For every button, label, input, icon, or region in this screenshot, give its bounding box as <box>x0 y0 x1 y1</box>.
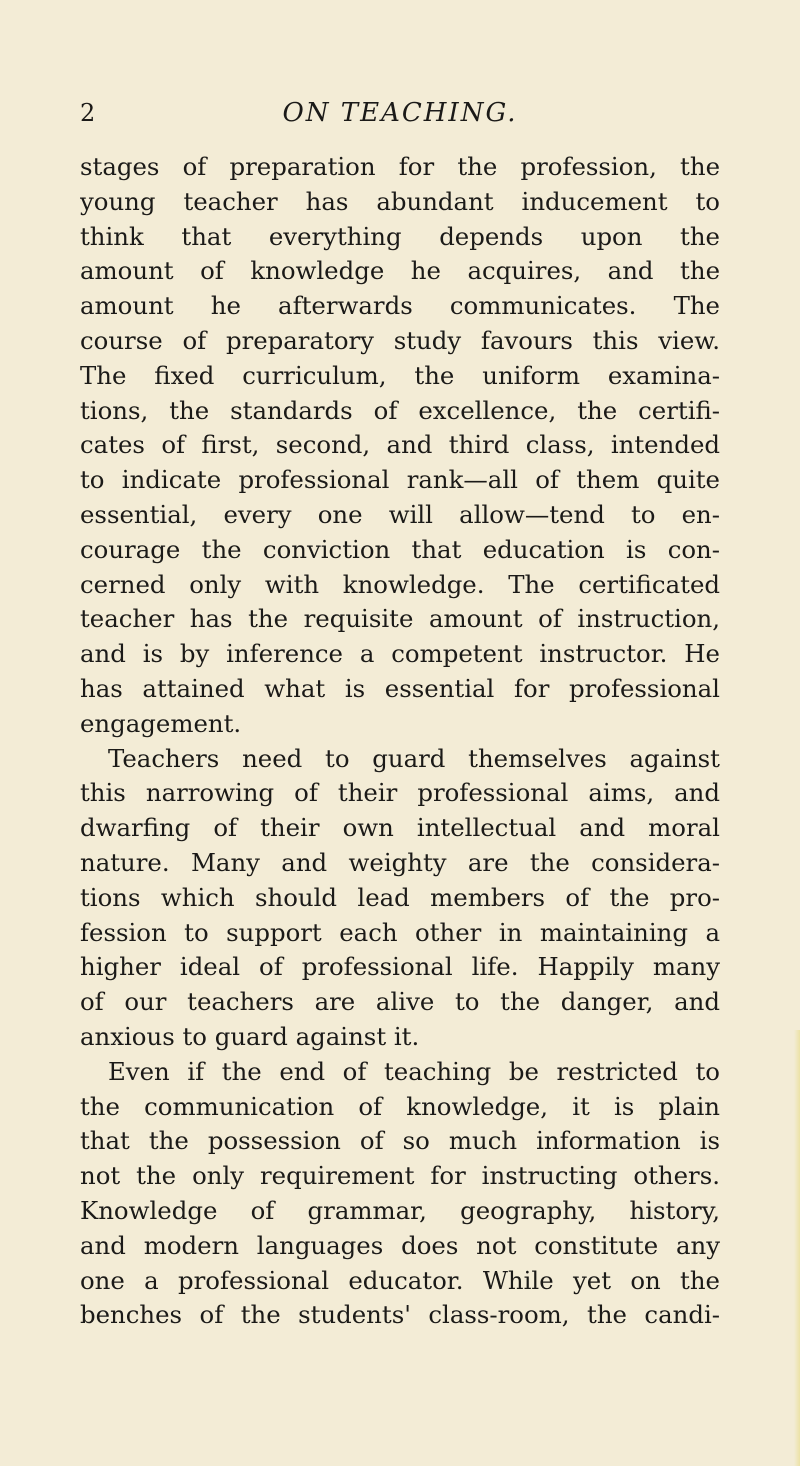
text-line: nature. Many and weighty are the considera- <box>80 847 720 877</box>
text-line: has attained what is essential for professional <box>80 673 720 703</box>
text-line: not the only requirement for instructing others. <box>80 1161 720 1191</box>
text-line: course of preparatory study favours this view. <box>80 325 720 355</box>
running-title: ON TEACHING. <box>282 98 518 128</box>
text-line: to indicate professional rank—all of them quite <box>80 465 720 495</box>
text-line: Teachers need to guard themselves against <box>108 743 720 773</box>
text-line: and modern languages does not constitute any <box>80 1230 720 1260</box>
text-line: cates of first, second, and third class, intended <box>80 430 720 460</box>
text-line: The fixed curriculum, the uniform examina- <box>80 360 720 390</box>
text-line: the communication of knowledge, it is plain <box>80 1091 720 1121</box>
text-line: cerned only with knowledge. The certificated <box>80 569 720 599</box>
page-number: 2 <box>80 99 96 127</box>
paragraph <box>80 742 720 1055</box>
text-line: benches of the students' class-room, the candi- <box>80 1300 720 1330</box>
text-line: think that everything depends upon the <box>80 221 720 251</box>
text-line: one a professional educator. While yet on the <box>80 1265 720 1295</box>
text-line: of our teachers are alive to the danger, and <box>80 987 720 1017</box>
text-line: Knowledge of grammar, geography, history, <box>80 1195 720 1225</box>
text-line: higher ideal of professional life. Happily many <box>80 952 720 982</box>
text-line: Even if the end of teaching be restricted to <box>108 1056 720 1086</box>
text-line: young teacher has abundant inducement to <box>80 186 720 216</box>
text-line: anxious to guard against it. <box>80 1021 420 1051</box>
running-head <box>80 96 720 130</box>
page-edge-highlight <box>794 1030 800 1466</box>
text-line: stages of preparation for the profession, the <box>80 152 720 181</box>
text-line: that the possession of so much information is <box>80 1126 720 1156</box>
text-line: fession to support each other in maintaining a <box>80 917 720 947</box>
paragraph <box>80 150 720 742</box>
text-line: dwarfing of their own intellectual and moral <box>80 813 720 843</box>
text-line: amount of knowledge he acquires, and the <box>80 256 720 286</box>
text-line: teacher has the requisite amount of instruction, <box>80 604 720 634</box>
text-line: amount he afterwards communicates. The <box>80 291 720 321</box>
body-text <box>80 150 720 1333</box>
text-line: tions, the standards of excellence, the certifi- <box>80 395 720 425</box>
text-line: tions which should lead members of the pro- <box>80 882 720 912</box>
text-line: engagement. <box>80 708 242 738</box>
text-line: courage the conviction that education is con- <box>80 534 720 564</box>
text-line: and is by inference a competent instructor. He <box>80 639 720 669</box>
text-line: essential, every one will allow—tend to en- <box>80 499 720 529</box>
text-line: this narrowing of their professional aims, and <box>80 778 720 808</box>
paragraph <box>80 1055 720 1333</box>
